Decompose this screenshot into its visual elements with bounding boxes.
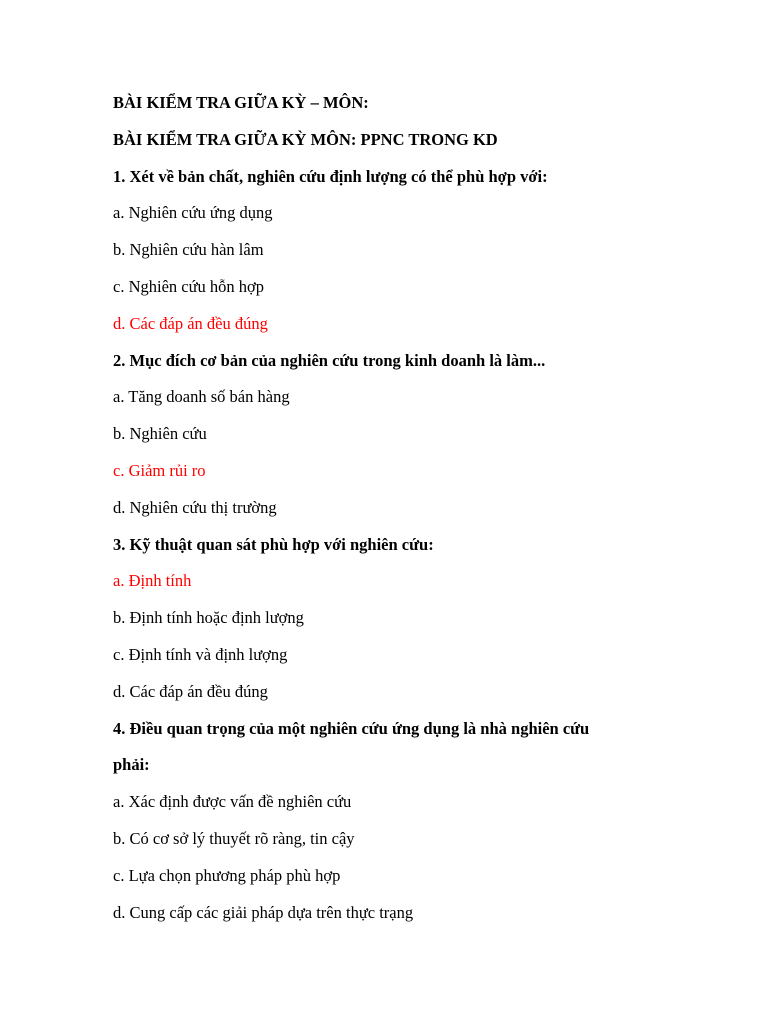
q2-option-a: a. Tăng doanh số bán hàng [113,387,290,407]
question-3: 3. Kỹ thuật quan sát phù hợp với nghiên cứu: [113,534,434,554]
q1-option-a: a. Nghiên cứu ứng dụng [113,203,273,223]
q1-option-d-correct: d. Các đáp án đều đúng [113,313,268,333]
document-subtitle: BÀI KIỂM TRA GIỮA KỲ MÔN: PPNC TRONG KD [113,129,498,149]
q3-option-d: d. Các đáp án đều đúng [113,681,268,701]
q1-option-b: b. Nghiên cứu hàn lâm [113,240,264,260]
q3-option-a-correct: a. Định tính [113,571,192,591]
question-4-line-2: phải: [113,755,150,775]
q2-option-b: b. Nghiên cứu [113,424,207,444]
q1-option-c: c. Nghiên cứu hỗn hợp [113,276,265,296]
q3-option-c: c. Định tính và định lượng [113,644,288,664]
q4-option-b: b. Có cơ sở lý thuyết rõ ràng, tin cậy [113,828,355,848]
q2-option-d: d. Nghiên cứu thị trường [113,497,277,517]
question-1: 1. Xét về bản chất, nghiên cứu định lượng có thể phù hợp với: [113,166,548,186]
question-2: 2. Mục đích cơ bản của nghiên cứu trong kinh doanh là làm... [113,350,546,370]
q2-option-c-correct: c. Giảm rủi ro [113,460,206,480]
document-title: BÀI KIỂM TRA GIỮA KỲ – MÔN: [113,93,369,112]
q4-option-c: c. Lựa chọn phương pháp phù hợp [113,865,341,885]
q3-option-b: b. Định tính hoặc định lượng [113,608,304,628]
question-4-line-1: 4. Điều quan trọng của một nghiên cứu ứng dụng là nhà nghiên cứu [113,718,590,738]
q4-option-d: d. Cung cấp các giải pháp dựa trên thực trạng [113,902,414,922]
document-page [113,93,673,939]
q4-option-a: a. Xác định được vấn đề nghiên cứu [113,792,352,812]
